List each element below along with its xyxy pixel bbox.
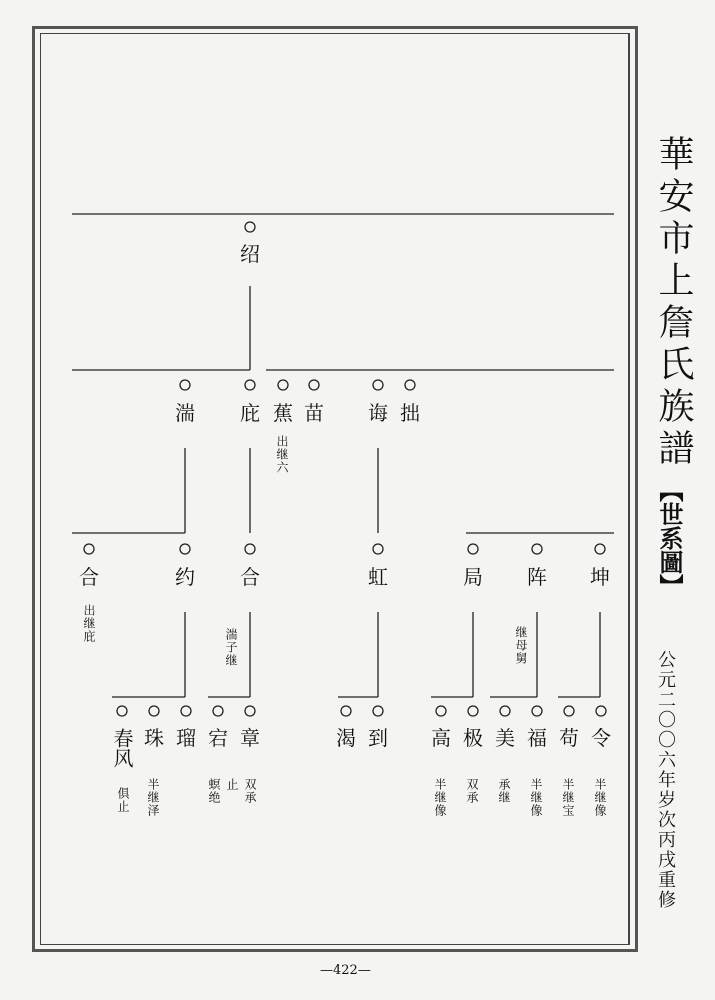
person-he2: 合 bbox=[240, 565, 260, 589]
person-miao: 苗 bbox=[304, 401, 324, 425]
book-title: 華安市上詹氏族譜 bbox=[653, 135, 694, 471]
section-title: 【世系圖】 bbox=[655, 478, 684, 598]
person-gao: 高 bbox=[431, 726, 451, 750]
note-chuan-son: 湍子继 bbox=[224, 628, 238, 667]
person-zhu: 珠 bbox=[144, 726, 164, 750]
note-gao: 半继像 bbox=[433, 778, 447, 817]
person-mei: 美 bbox=[495, 726, 515, 750]
person-shao: 绍 bbox=[240, 242, 260, 266]
person-kun: 坤 bbox=[590, 565, 610, 589]
note-dang-2: 螟绝 bbox=[207, 778, 221, 804]
person-dang: 宕 bbox=[208, 726, 228, 750]
person-chunfeng: 春风 bbox=[110, 728, 134, 768]
person-fu: 福 bbox=[527, 726, 547, 750]
person-jiao: 蕉 bbox=[273, 401, 293, 425]
note-ling: 半继像 bbox=[593, 778, 607, 817]
person-ling: 令 bbox=[591, 726, 611, 750]
person-ju: 局 bbox=[463, 565, 483, 589]
person-dao: 到 bbox=[368, 726, 388, 750]
person-zhuo: 拙 bbox=[400, 401, 420, 425]
person-hui: 诲 bbox=[368, 401, 388, 425]
note-zhang: 双承 bbox=[243, 778, 257, 804]
note-jiao-out: 出继六 bbox=[275, 435, 289, 474]
person-hong: 虹 bbox=[368, 565, 388, 589]
person-pi: 庇 bbox=[240, 401, 260, 425]
note-he-out: 出继庇 bbox=[82, 604, 96, 643]
page-number: —422— bbox=[320, 963, 371, 978]
person-ji: 极 bbox=[463, 726, 483, 750]
person-he1: 合 bbox=[79, 565, 99, 589]
note-zhen: 继母舅 bbox=[514, 626, 528, 665]
person-zhang: 章 bbox=[240, 726, 260, 750]
note-gou: 半继宝 bbox=[561, 778, 575, 817]
person-liu: 瑠 bbox=[176, 726, 196, 750]
note-fu: 半继像 bbox=[529, 778, 543, 817]
person-ke: 渴 bbox=[336, 726, 356, 750]
note-dang-1: 止 bbox=[225, 778, 239, 791]
note-ji: 双承 bbox=[465, 778, 479, 804]
note-mei: 承继 bbox=[497, 778, 511, 804]
person-yue: 约 bbox=[175, 565, 195, 589]
person-zhen: 阵 bbox=[527, 565, 547, 589]
note-chunfeng: 俱止 bbox=[116, 787, 130, 813]
person-chuan: 湍 bbox=[175, 401, 195, 425]
revision-date: 公元二〇〇六年岁次丙戌重修 bbox=[655, 650, 676, 910]
note-zhu: 半继泽 bbox=[146, 778, 160, 817]
person-gou: 苟 bbox=[559, 726, 579, 750]
